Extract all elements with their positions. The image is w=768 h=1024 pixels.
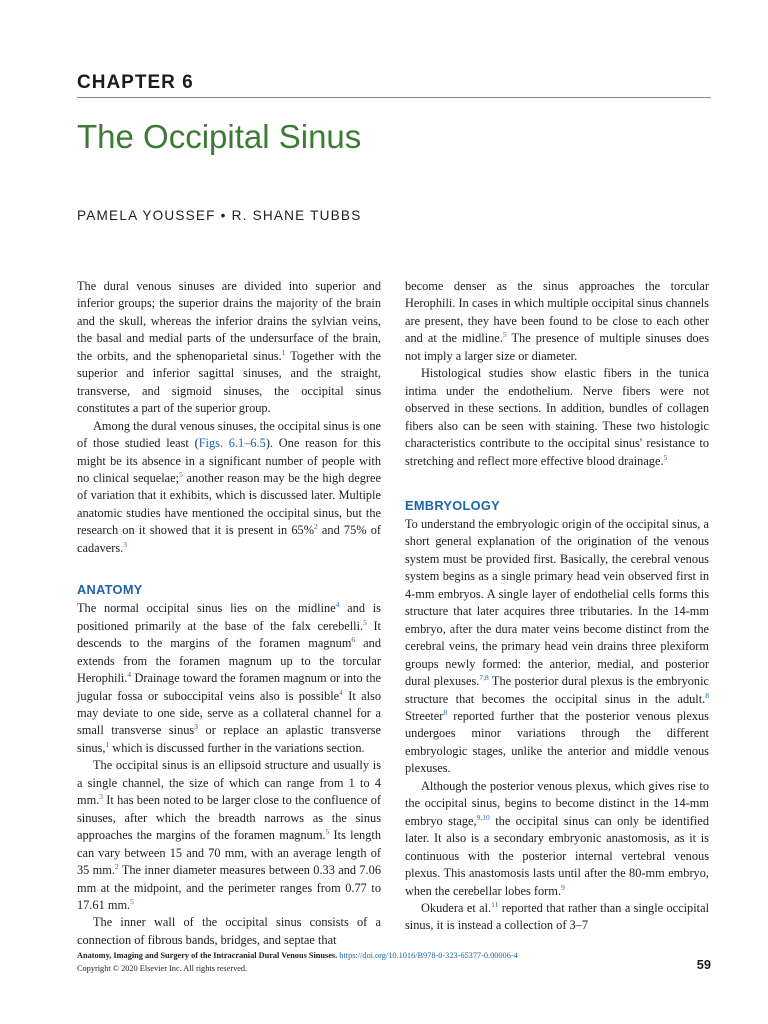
citation[interactable]: 6 [351, 635, 356, 645]
paragraph: The occipital sinus is an ellipsoid structure and usually is a single channel, the size of which can range from 1 to 4 mm.$^3$ It has been noted to be larger close to the confluence of sinuses, after which the breadth narrows as the sinus approaches the margins of the foramen magnum.$^5$ Its length can vary between 15 and 70 mm, with an average length of 35 mm.$^2$ The inner diameter measures between 0.33 and 7.06 mm at the midpoint, and the perimeter ranges from 0.77 to 17.61 mm.$^5$ [77, 758, 381, 912]
page-footer [77, 950, 711, 975]
citation[interactable]: 4 [335, 600, 340, 610]
citation[interactable]: 2 [114, 862, 119, 872]
citation[interactable]: 9,10 [476, 812, 490, 822]
citation[interactable]: 3 [123, 539, 128, 549]
citation[interactable]: 1 [281, 347, 286, 357]
paragraph: Although the posterior venous plexus, which gives rise to the occipital sinus, begins to become distinct in the 14-mm embryo stage,$^{9,10}$ the occipital sinus can only be identified later. It also is a secondary embryonic anastomosis, as it is continuous with the posterior internal vertebral venous plexus. This anastomosis lasts until after the 80-mm embryo, when the cerebellar lobes form.$^9$ [405, 778, 709, 898]
author-list: PAMELA YOUSSEF • R. SHANE TUBBS [77, 208, 362, 223]
citation[interactable]: 5 [502, 330, 507, 340]
citation[interactable]: 5 [325, 827, 330, 837]
citation[interactable]: 4 [339, 687, 343, 697]
copyright: Copyright © 2020 Elsevier Inc. All rights reserved. [77, 963, 248, 973]
citation[interactable]: 5 [130, 896, 134, 906]
citation[interactable]: 5 [363, 617, 367, 627]
left-column [77, 278, 381, 949]
figure-reference-link[interactable]: Figs. 6.1–6.5 [198, 436, 266, 451]
citation[interactable]: 4 [127, 670, 132, 680]
doi-link[interactable]: https://doi.org/10.1016/B978-0-323-65377-0.00006-4 [337, 951, 518, 960]
citation[interactable]: 5 [179, 469, 183, 479]
paragraph: Among the dural venous sinuses, the occipital sinus is one of those studied least (Figs. 6.1–6.5). One reason for this might be its absence in a significant number of people with no clinical sequelae;$^5$ another reason may be the high degree of variation that it exhibits, which is discussed later. Multiple anatomic studies have mentioned the occipital sinus, but the research on it showed that it is present in 65%$^2$ and 75% of cadavers.$^3$ [77, 418, 381, 555]
paragraph: Histological studies show elastic fibers in the tunica intima under the endothelium. Nerve fibers were not observed in these sections. In addition, bundles of collagen fibers also can be seen with staining. These two histologic characteristics contribute to the occipital sinus' resistance to stretching and reflect more effective blood drainage.$^5$ [405, 366, 709, 468]
citation[interactable]: 11 [491, 899, 499, 909]
paragraph: The normal occipital sinus lies on the midline$^4$ and is positioned primarily at the base of the falx cerebelli.$^5$ It descends to the margins of the foramen magnum$^6$ and extends from the foramen magnum up to the torcular Herophili.$^4$ Drainage toward the foramen magnum or into the jugular fossa or suboccipital veins also is possible$^4$ It also may deviate to one side, serve as a collateral channel for a small transverse sinus$^3$ or replace an aplastic transverse sinus,$^1$ which is discussed further in the variations section. [77, 600, 381, 755]
paragraph: become denser as the sinus approaches the torcular Herophili. In cases in which multiple occipital sinus channels are present, they have been found to be close to each other and at the midline.$^5$ The presence of multiple sinuses does not imply a larger size or diameter. [405, 279, 709, 363]
citation[interactable]: 9 [560, 882, 565, 892]
citation[interactable]: 3 [194, 722, 198, 732]
citation[interactable]: 8 [443, 707, 448, 717]
section-heading-anatomy: ANATOMY [77, 582, 143, 598]
paragraph: The inner wall of the occipital sinus consists of a connection of fibrous bands, bridges, and septae that [77, 915, 381, 947]
right-column [405, 278, 709, 935]
book-title: Anatomy, Imaging and Surgery of the Intracranial Dural Venous Sinuses. [77, 951, 338, 960]
chapter-title: The Occipital Sinus [77, 118, 362, 155]
paragraph: The dural venous sinuses are divided into superior and inferior groups; the superior drains the majority of the brain and the skull, whereas the inferior drains the sylvian veins, the basal and medial parts of the undersurface of the brain, the orbits, and the sphenoparietal sinus.$^1$ Together with the superior and inferior sagittal sinuses, and the straight, transverse, and sigmoid sinuses, the occipital sinus constitutes a part of the superior group. [77, 279, 381, 416]
chapter-label: CHAPTER 6 [77, 72, 711, 98]
paragraph: To understand the embryologic origin of the occipital sinus, a short general explanation of the origination of the venous system must be provided first. Basically, the cerebral venous system begins as a single primary head vein observed first in 4-mm embryos. A single layer of endothelial cells forms this structure that later acquires three tributaries. In the 14-mm embryo, after the dura mater veins become distinct from the cerebral veins, the primary head vein drains three plexiform groups newly formed: the anterior, medial, and posterior dural plexuses.$^{7,8}$ The posterior dural plexus is the embryonic structure that becomes the occipital sinus in the adult.$^8$ Streeter$^8$ reported further that the posterior venous plexus undergoes minor variations through the different embryologic stages, unlike the anterior and middle venous plexuses. [405, 516, 710, 776]
citation[interactable]: 2 [314, 522, 318, 532]
citation[interactable]: 5 [663, 452, 668, 462]
citation[interactable]: 8 [705, 690, 709, 700]
citation[interactable]: 3 [99, 792, 104, 802]
citation[interactable]: 1 [105, 739, 110, 749]
paragraph: Okudera et al.$^{11}$ reported that rather than a single occipital sinus, it is instead a collection of 3–7 [405, 899, 709, 933]
section-heading-embryology: EMBRYOLOGY [405, 497, 500, 513]
citation[interactable]: 7,8 [479, 673, 489, 683]
page-number: 59 [696, 957, 711, 972]
